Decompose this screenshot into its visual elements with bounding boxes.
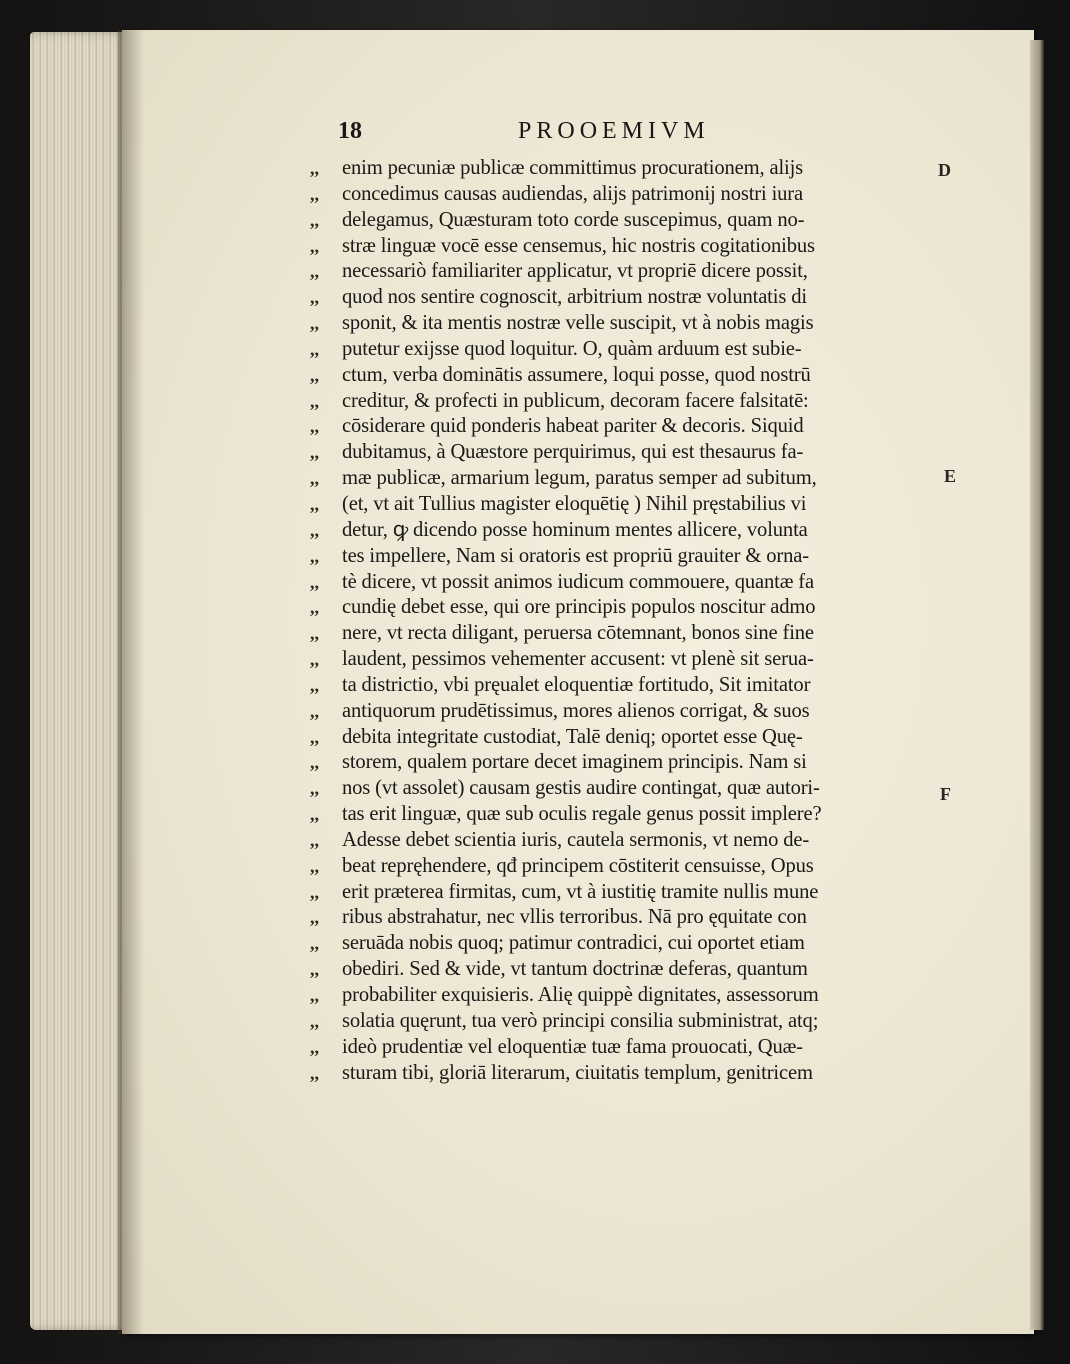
line-text: ctum, verba dominātis assumere, loqui posse, quod nostrū <box>342 363 811 386</box>
quotation-mark: ,, <box>310 519 319 540</box>
quotation-mark: ,, <box>310 183 319 204</box>
line-text: laudent, pessimos vehementer accusent: vt plenè sit serua- <box>342 648 814 671</box>
text-line <box>310 880 950 906</box>
line-text: ribus abstrahatur, nec vllis terroribus. Nā pro ęquitate con <box>342 906 807 929</box>
quotation-mark: ,, <box>310 1062 319 1083</box>
text-line <box>310 492 950 518</box>
body-text <box>310 156 950 1116</box>
line-text: delegamus, Quæsturam toto corde suscepimus, quam no- <box>342 208 805 231</box>
quotation-mark: ,, <box>310 158 319 178</box>
text-line <box>310 311 950 337</box>
line-text: detur, ꝙ dicendo posse hominum mentes allicere, volunta <box>342 518 808 541</box>
quotation-mark: ,, <box>310 829 319 850</box>
text-line <box>310 414 950 440</box>
margin-letter-e: E <box>944 466 957 486</box>
quotation-mark: ,, <box>310 985 319 1005</box>
quotation-mark: ,, <box>310 881 319 902</box>
quotation-mark: ,, <box>310 907 319 928</box>
quotation-mark: ,, <box>310 700 319 721</box>
line-text: Adesse debet scientia iuris, cautela sermonis, vt nemo de- <box>342 828 810 851</box>
line-text: seruāda nobis quoq; patimur contradici, cui oportet etiam <box>342 932 805 955</box>
quotation-mark: ,, <box>310 726 319 747</box>
margin-letter-d: D <box>938 160 951 180</box>
line-text: debita integritate custodiat, Talē deniq; oportet esse Quę- <box>342 725 803 748</box>
text-line <box>310 802 950 828</box>
text-line <box>310 647 950 673</box>
text-line <box>310 905 950 931</box>
quotation-mark: ,, <box>310 959 319 980</box>
quotation-mark: ,, <box>310 778 319 799</box>
text-line <box>310 1035 950 1061</box>
line-text: ideò prudentiæ vel eloquentiæ tuæ fama prouocati, Quæ- <box>342 1035 803 1058</box>
quotation-mark: ,, <box>310 597 319 618</box>
page-right-edge <box>1030 40 1044 1330</box>
quotation-mark: ,, <box>310 674 319 695</box>
line-text: stræ linguæ vocē esse censemus, hic nostris cogitationibus <box>342 234 815 257</box>
quotation-mark: ,, <box>310 1036 319 1057</box>
line-text: nere, vt recta diligant, peruersa cōtemnant, bonos sine fine <box>342 622 814 645</box>
text-line <box>310 725 950 751</box>
text-line <box>310 699 950 725</box>
text-line <box>310 156 950 182</box>
page-number: 18 <box>338 118 362 144</box>
text-line <box>310 518 950 544</box>
text-line <box>310 595 950 621</box>
line-text: necessariò familiariter applicatur, vt propriē dicere possit, <box>342 260 808 283</box>
quotation-mark: ,, <box>310 649 319 670</box>
line-text: cundię debet esse, qui ore principis populos noscitur admo <box>342 596 816 619</box>
line-text: (et, vt ait Tullius magister eloquētię ) Nihil pręstabilius vi <box>342 492 807 515</box>
text-line <box>310 1009 950 1035</box>
margin-letter-f: F <box>940 784 951 804</box>
text-line <box>310 957 950 983</box>
quotation-mark: ,, <box>310 1010 319 1031</box>
line-text: antiquorum prudētissimus, mores alienos corrigat, & suos <box>342 699 810 722</box>
quotation-mark: ,, <box>310 313 319 334</box>
quotation-mark: ,, <box>310 390 319 411</box>
text-line <box>310 182 950 208</box>
text-line <box>310 673 950 699</box>
quotation-mark: ,, <box>310 855 319 876</box>
line-text: enim pecuniæ publicæ committimus procurationem, alijs <box>342 157 804 179</box>
text-line <box>310 234 950 260</box>
text-line <box>310 208 950 234</box>
quotation-mark: ,, <box>310 338 319 359</box>
line-text: putetur exijsse quod loquitur. O, quàm arduum est subie- <box>342 337 802 360</box>
quotation-mark: ,, <box>310 287 319 308</box>
quotation-mark: ,, <box>310 804 319 825</box>
text-line <box>310 440 950 466</box>
quotation-mark: ,, <box>310 468 319 489</box>
line-text: dubitamus, à Quæstore perquirimus, qui est thesaurus fa- <box>342 441 804 464</box>
text-line <box>310 363 950 389</box>
text-line <box>310 466 950 492</box>
quotation-mark: ,, <box>310 752 319 773</box>
text-line <box>310 259 950 285</box>
quotation-mark: ,, <box>310 623 319 644</box>
text-line <box>310 285 950 311</box>
quotation-mark: ,, <box>310 416 319 437</box>
line-text: tè dicere, vt possit animos iudicum commouere, quantæ fa <box>342 570 815 593</box>
quotation-mark: ,, <box>310 442 319 463</box>
quotation-mark: ,, <box>310 261 319 282</box>
line-text: creditur, & profecti in publicum, decoram facere falsitatē: <box>342 389 809 412</box>
line-text: mæ publicæ, armarium legum, paratus semper ad subitum, <box>342 467 817 490</box>
text-line <box>310 776 950 802</box>
quotation-mark: ,, <box>310 571 319 592</box>
text-line <box>310 570 950 596</box>
line-text: solatia quęrunt, tua verò principi consilia subministrat, atq; <box>342 1009 819 1032</box>
line-text: cōsiderare quid ponderis habeat pariter & decoris. Siquid <box>342 415 804 438</box>
quotation-mark: ,, <box>310 545 319 566</box>
line-text: ta districtio, vbi pręualet eloquentiæ fortitudo, Sit imitator <box>342 673 811 696</box>
line-text: obediri. Sed & vide, vt tantum doctrinæ deferas, quantum <box>342 958 808 981</box>
line-text: beat repręhendere, qđ principem cōstiterit censuisse, Opus <box>342 854 814 877</box>
quotation-mark: ,, <box>310 493 319 514</box>
text-line <box>310 544 950 570</box>
running-title: PROOEMIVM <box>518 118 710 144</box>
quotation-mark: ,, <box>310 235 319 256</box>
line-text: sponit, & ita mentis nostræ velle suscipit, vt à nobis magis <box>342 312 814 335</box>
line-text: tas erit linguæ, quæ sub oculis regale genus possit implere? <box>342 803 822 826</box>
quotation-mark: ,, <box>310 209 319 230</box>
text-line <box>310 337 950 363</box>
quotation-mark: ,, <box>310 933 319 954</box>
text-line <box>310 854 950 880</box>
line-text: sturam tibi, gloriā literarum, ciuitatis templum, genitricem <box>342 1061 813 1084</box>
quotation-mark: ,, <box>310 364 319 385</box>
line-text: concedimus causas audiendas, alijs patrimonij nostri iura <box>342 182 803 205</box>
text-line <box>310 389 950 415</box>
spine-shadow <box>118 30 144 1334</box>
text-line <box>310 828 950 854</box>
running-head <box>338 118 778 148</box>
text-line <box>310 1061 950 1087</box>
line-text: quod nos sentire cognoscit, arbitrium nostræ voluntatis di <box>342 286 807 309</box>
line-text: nos (vt assolet) causam gestis audire contingat, quæ autori- <box>342 777 820 800</box>
text-line <box>310 931 950 957</box>
line-text: storem, qualem portare decet imaginem principis. Nam si <box>342 751 807 774</box>
text-line <box>310 750 950 776</box>
line-text: erit præterea firmitas, cum, vt à iustitię tramite nullis mune <box>342 880 819 903</box>
text-line <box>310 983 950 1009</box>
line-text: probabiliter exquisieris. Alię quippè dignitates, assessorum <box>342 984 819 1006</box>
line-text: tes impellere, Nam si oratoris est propriū grauiter & orna- <box>342 544 809 567</box>
text-line <box>310 621 950 647</box>
book-leaf-edges <box>30 32 130 1330</box>
